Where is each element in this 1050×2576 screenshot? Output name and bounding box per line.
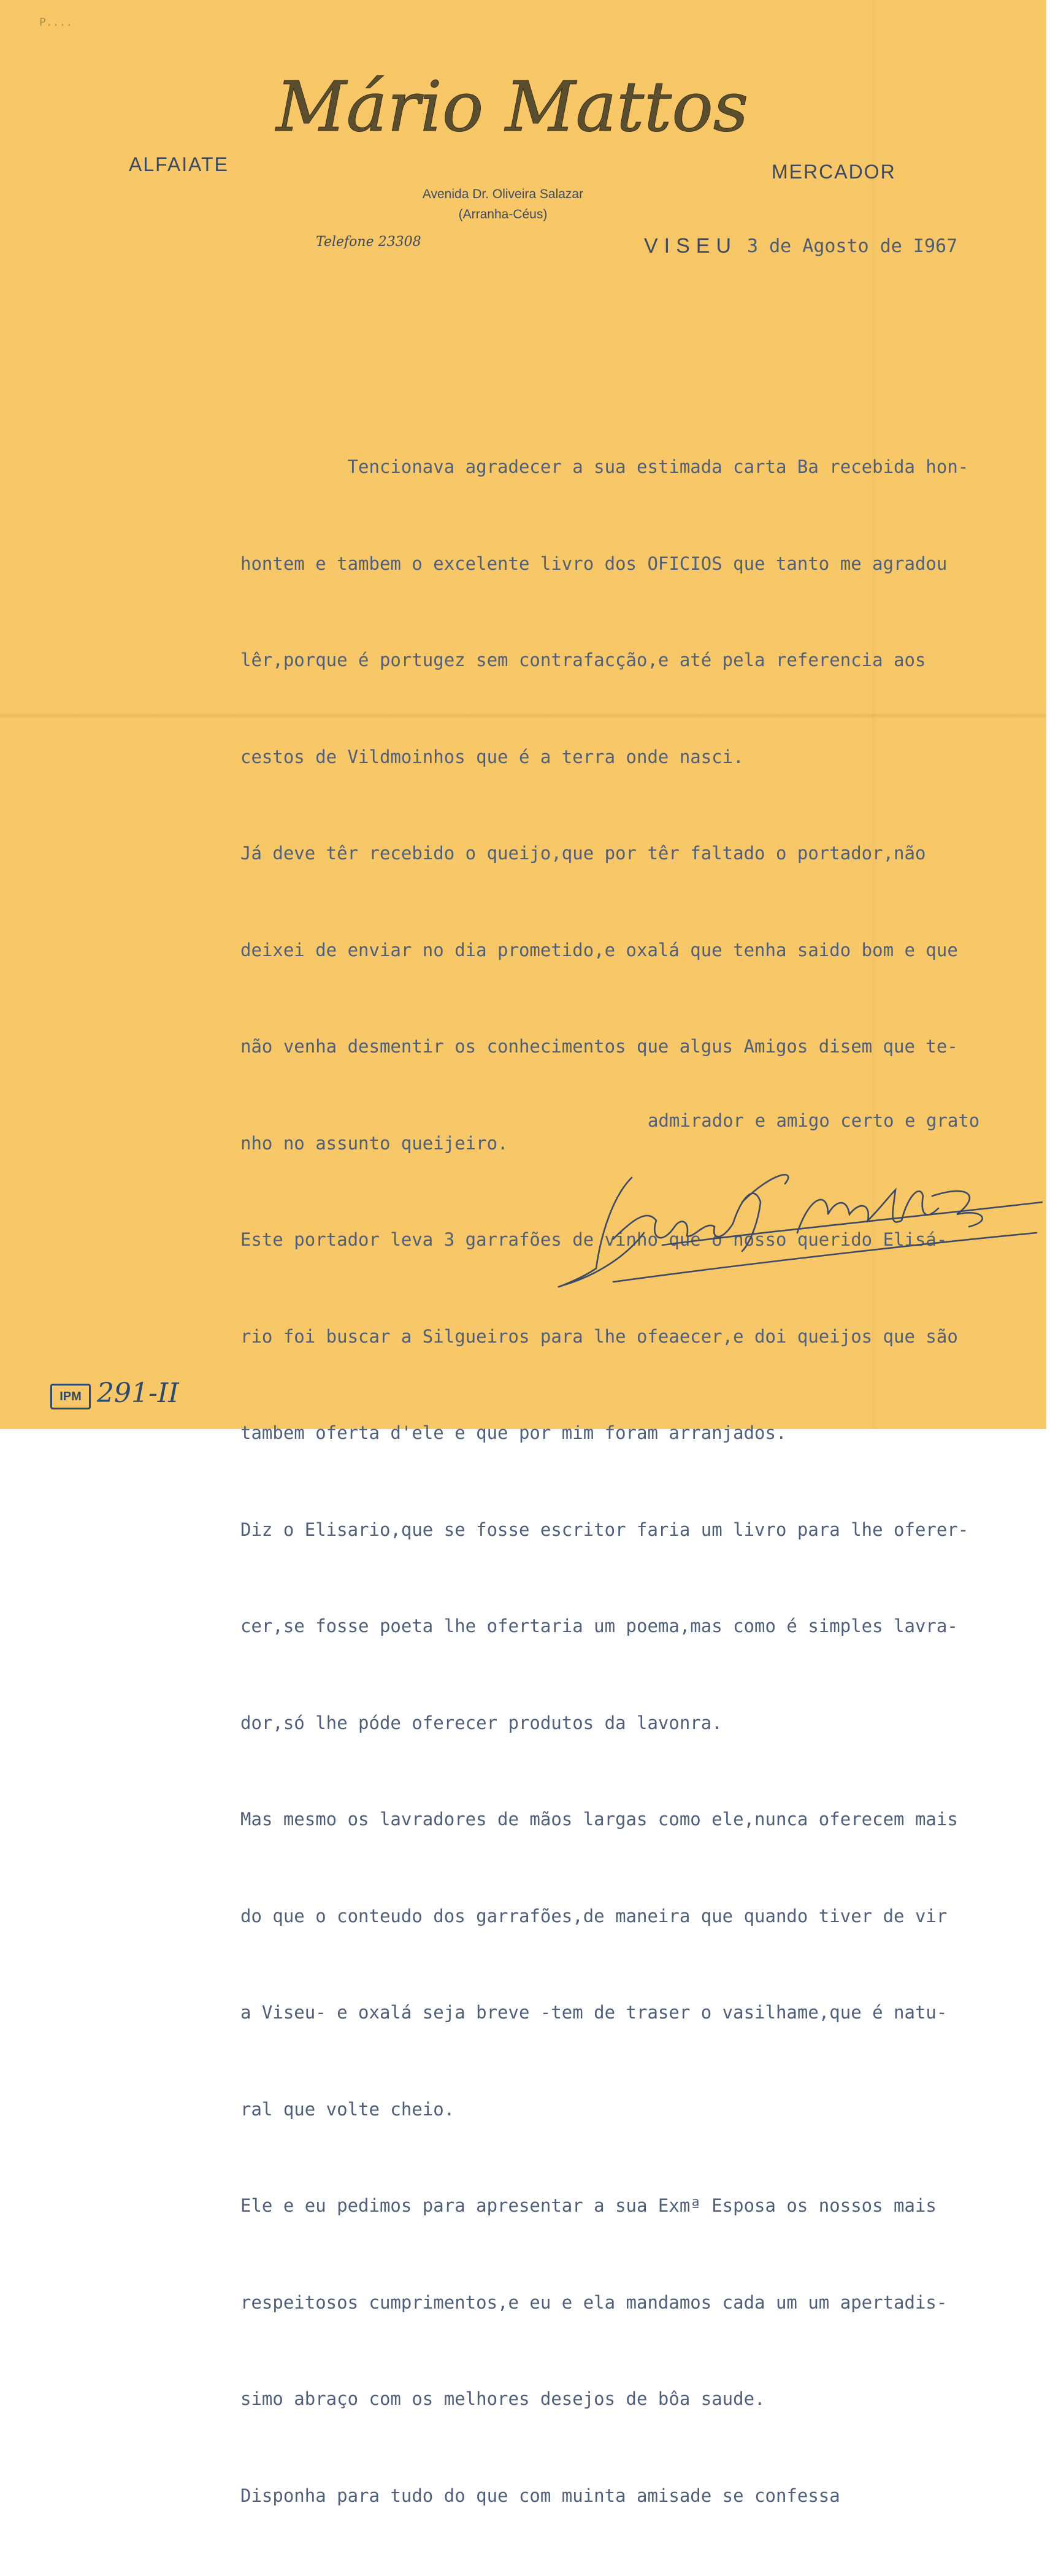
body-line: respeitosos cumprimentos,e eu e ela mandamos cada um um apertadis-: [240, 2291, 948, 2313]
city: VISEU: [644, 234, 738, 258]
address-line-2: (Arranha-Céus): [458, 207, 548, 221]
body-line: tambem oferta d'ele e que por mim foram arranjados.: [240, 1422, 787, 1443]
body-line: deixei de enviar no dia prometido,e oxalá que tenha saido bom e que: [240, 939, 958, 960]
address-line-1: Avenida Dr. Oliveira Salazar: [422, 187, 584, 201]
body-line: Mas mesmo os lavradores de mãos largas como ele,nunca oferecem mais: [240, 1809, 958, 1830]
letterhead-logo: [270, 54, 773, 158]
body-line: hontem e tambem o excelente livro dos OFICIOS que tanto me agradou: [240, 553, 948, 574]
body-line: cestos de Vildmoinhos que é a terra onde nasci.: [240, 746, 744, 767]
archive-stamp: IPM: [50, 1384, 91, 1409]
body-line: simo abraço com os melhores desejos de bôa saude.: [240, 2388, 765, 2409]
body-line: nho no assunto queijeiro.: [240, 1132, 508, 1154]
closing-line: admirador e amigo certo e grato: [648, 1110, 980, 1131]
letter-body: [240, 386, 1050, 2576]
folio-number: 291-II: [97, 1378, 179, 1409]
body-line: Diz o Elisario,que se fosse escritor faria um livro para lhe oferer-: [240, 1519, 969, 1540]
trade-alfaiate: ALFAIATE: [129, 153, 229, 175]
body-line: Tencionava agradecer a sua estimada carta Ba recebida hon-: [240, 456, 969, 477]
handwritten-signature: [540, 1159, 1043, 1306]
body-line: do que o conteudo dos garrafões,de maneira que quando tiver de vir: [240, 1905, 948, 1926]
logo-text: Mário Mattos: [276, 67, 749, 147]
body-line: ral que volte cheio.: [240, 2098, 455, 2120]
body-line: a Viseu- e oxalá seja breve -tem de traser o vasilhame,que é natu-: [240, 2002, 948, 2023]
trade-mercador: MERCADOR: [772, 161, 896, 183]
body-line: Já deve têr recebido o queijo,que por têr faltado o portador,não: [240, 843, 926, 864]
body-line: Ele e eu pedimos para apresentar a sua Exmª Esposa os nossos mais: [240, 2195, 937, 2216]
telephone: Telefone 23308: [316, 234, 421, 250]
body-line: Este portador leva 3 garrafões de vinho que o nosso querido Elisá-: [240, 1229, 948, 1250]
corner-pencil-mark: P....: [39, 16, 73, 29]
body-line: dor,só lhe póde oferecer produtos da lavonra.: [240, 1712, 722, 1733]
body-line: rio foi buscar a Silgueiros para lhe ofeaecer,e doi queijos que são: [240, 1325, 958, 1347]
body-line: cer,se fosse poeta lhe ofertaria um poema,mas como é simples lavra-: [240, 1616, 958, 1636]
body-line: não venha desmentir os conhecimentos que algus Amigos disem que te-: [240, 1036, 958, 1057]
letter-date: 3 de Agosto de I967: [747, 236, 958, 257]
body-line: Disponha para tudo do que com muinta amisade se confessa: [240, 2485, 840, 2506]
body-line: lêr,porque é portugez sem contrafacção,e até pela referencia aos: [240, 650, 926, 670]
